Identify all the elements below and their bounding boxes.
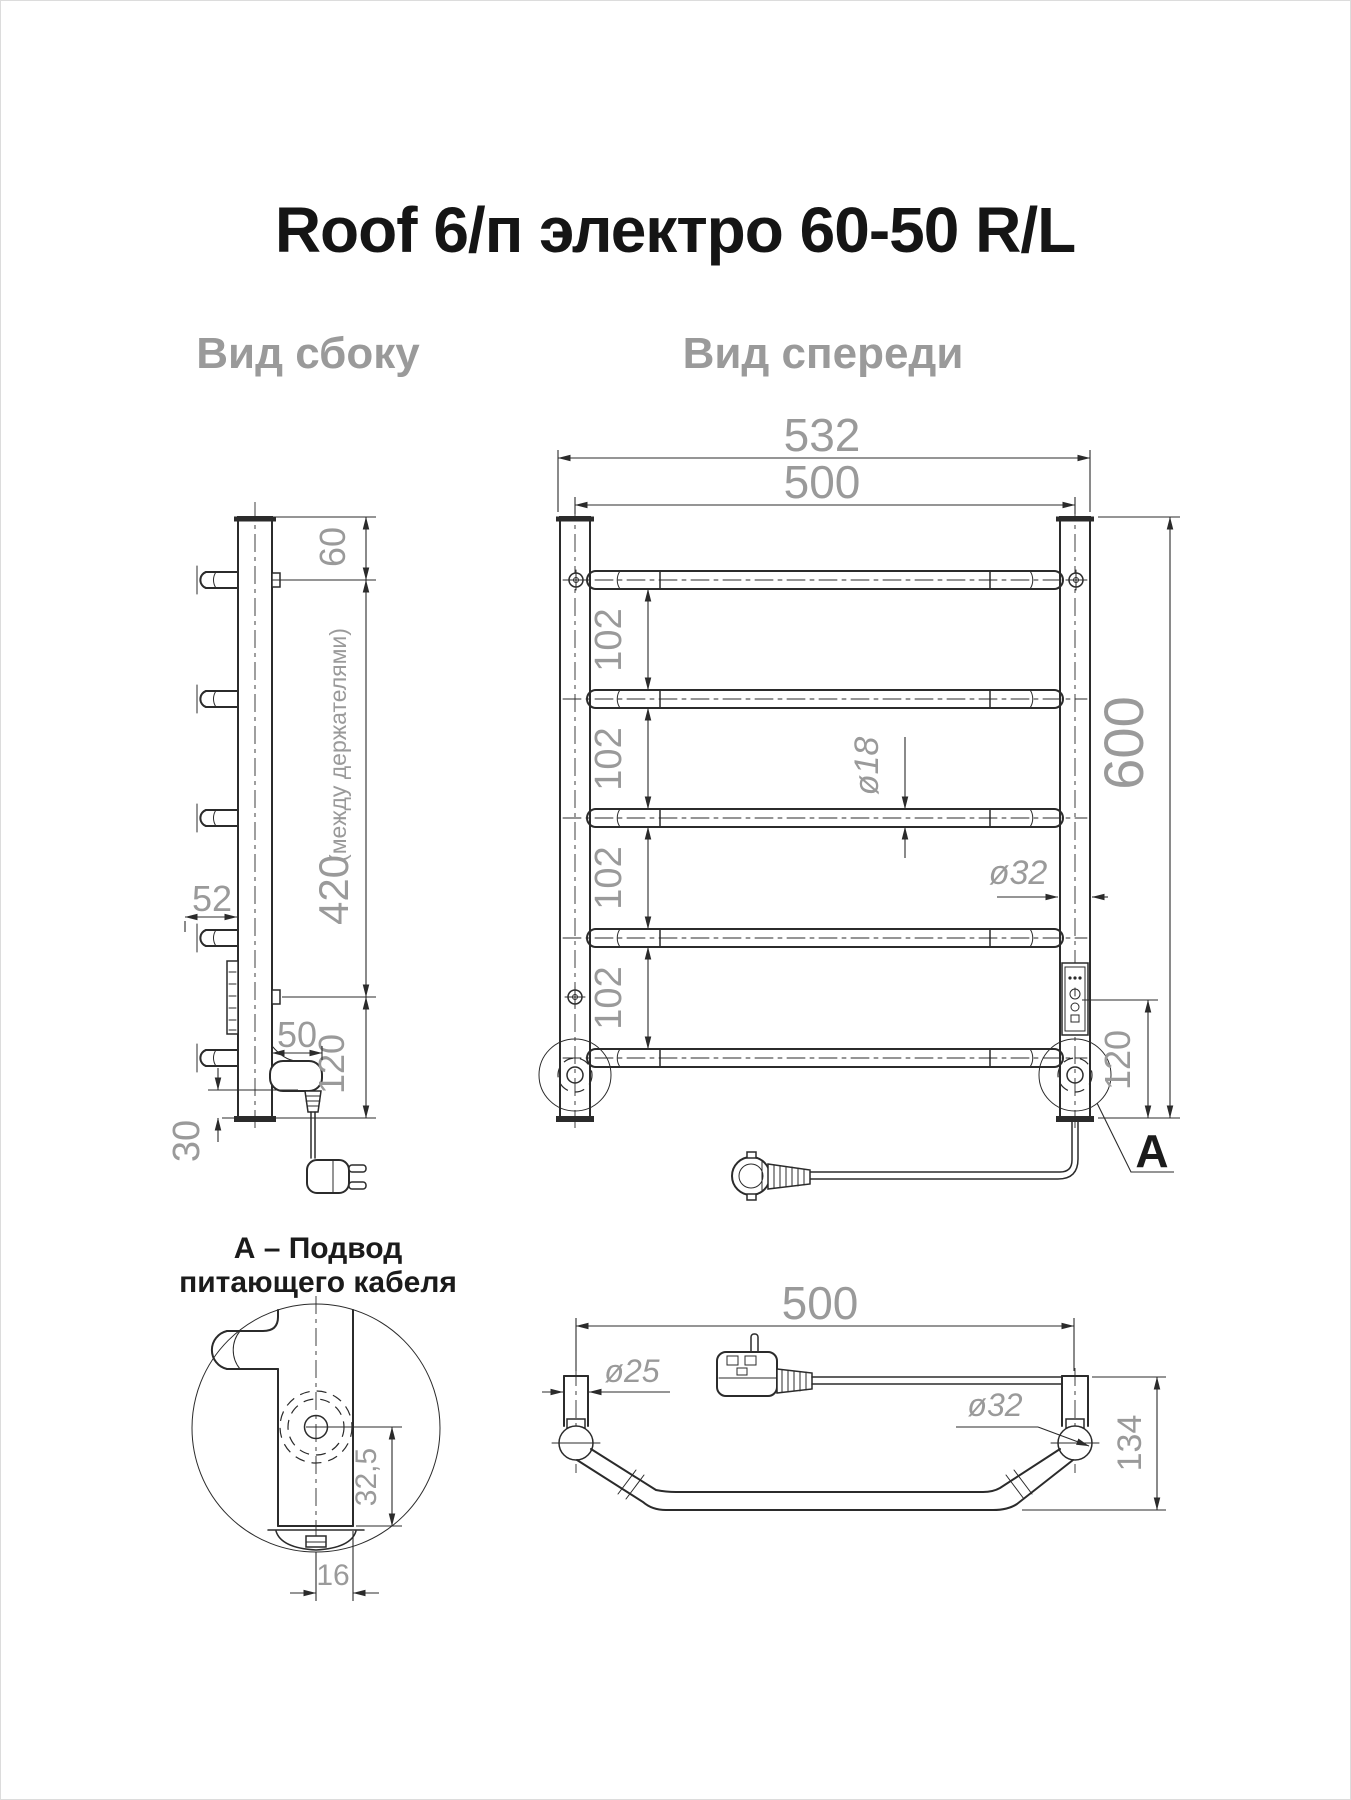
side-view-heading: Вид сбоку bbox=[196, 329, 420, 378]
dim-label-60: 60 bbox=[312, 526, 353, 568]
dim-label-102-1: 102 bbox=[588, 608, 630, 672]
dim-label-600: 600 bbox=[1092, 696, 1155, 790]
detail-a-caption-line1: А – Подвод bbox=[233, 1232, 403, 1265]
dim-label-420: 420 bbox=[310, 854, 357, 926]
dim-label-dia32-bottom: ø32 bbox=[967, 1387, 1023, 1423]
plug-prong-icon bbox=[349, 1182, 366, 1189]
dim-label-102-4: 102 bbox=[588, 966, 630, 1030]
bottom-view-dimensions bbox=[542, 1277, 1166, 1510]
control-panel bbox=[1062, 963, 1088, 1035]
dim-label-532: 532 bbox=[783, 409, 861, 461]
detail-a-marker: А bbox=[1135, 1125, 1169, 1177]
dim-label-32-5: 32,5 bbox=[350, 1447, 383, 1507]
bottom-left-post bbox=[552, 1368, 600, 1473]
page-title: Roof 6/п электро 60-50 R/L bbox=[274, 194, 1076, 266]
front-power-cable bbox=[732, 1122, 1078, 1200]
dim-label-16: 16 bbox=[316, 1559, 350, 1592]
dim-label-30: 30 bbox=[166, 1119, 208, 1163]
plug-prong-icon bbox=[349, 1165, 366, 1172]
mount-screw-icon bbox=[565, 570, 1086, 1007]
detail-a-view bbox=[179, 1232, 457, 1601]
side-wall-bracket-bottom bbox=[272, 990, 280, 1004]
dim-label-120-side: 120 bbox=[311, 1033, 352, 1095]
dim-label-dia25: ø25 bbox=[604, 1353, 660, 1389]
front-power-plug bbox=[732, 1152, 810, 1200]
dim-label-dia18: ø18 bbox=[848, 736, 886, 796]
bottom-bent-rung bbox=[577, 1449, 1073, 1510]
detail-a-caption-line2: питающего кабеля bbox=[179, 1266, 457, 1299]
front-view bbox=[539, 409, 1180, 1200]
dim-label-102-2: 102 bbox=[588, 727, 630, 791]
dim-label-102-3: 102 bbox=[588, 846, 630, 910]
front-view-heading: Вид спереди bbox=[682, 329, 964, 378]
dim-label-420-note: (между держателями) bbox=[325, 628, 351, 862]
dim-label-dia32-front: ø32 bbox=[988, 854, 1048, 892]
side-control-strip bbox=[227, 961, 238, 1034]
dim-label-52: 52 bbox=[191, 878, 233, 919]
side-power-plug bbox=[307, 1160, 366, 1193]
dim-label-134: 134 bbox=[1111, 1414, 1149, 1472]
bottom-view bbox=[542, 1277, 1166, 1510]
dim-label-120-front: 120 bbox=[1097, 1029, 1138, 1091]
dim-label-500: 500 bbox=[783, 456, 861, 508]
front-rungs bbox=[563, 571, 1087, 1067]
side-view bbox=[166, 502, 376, 1193]
dim-label-50: 50 bbox=[276, 1014, 318, 1055]
dim-label-500-bottom: 500 bbox=[781, 1277, 859, 1329]
